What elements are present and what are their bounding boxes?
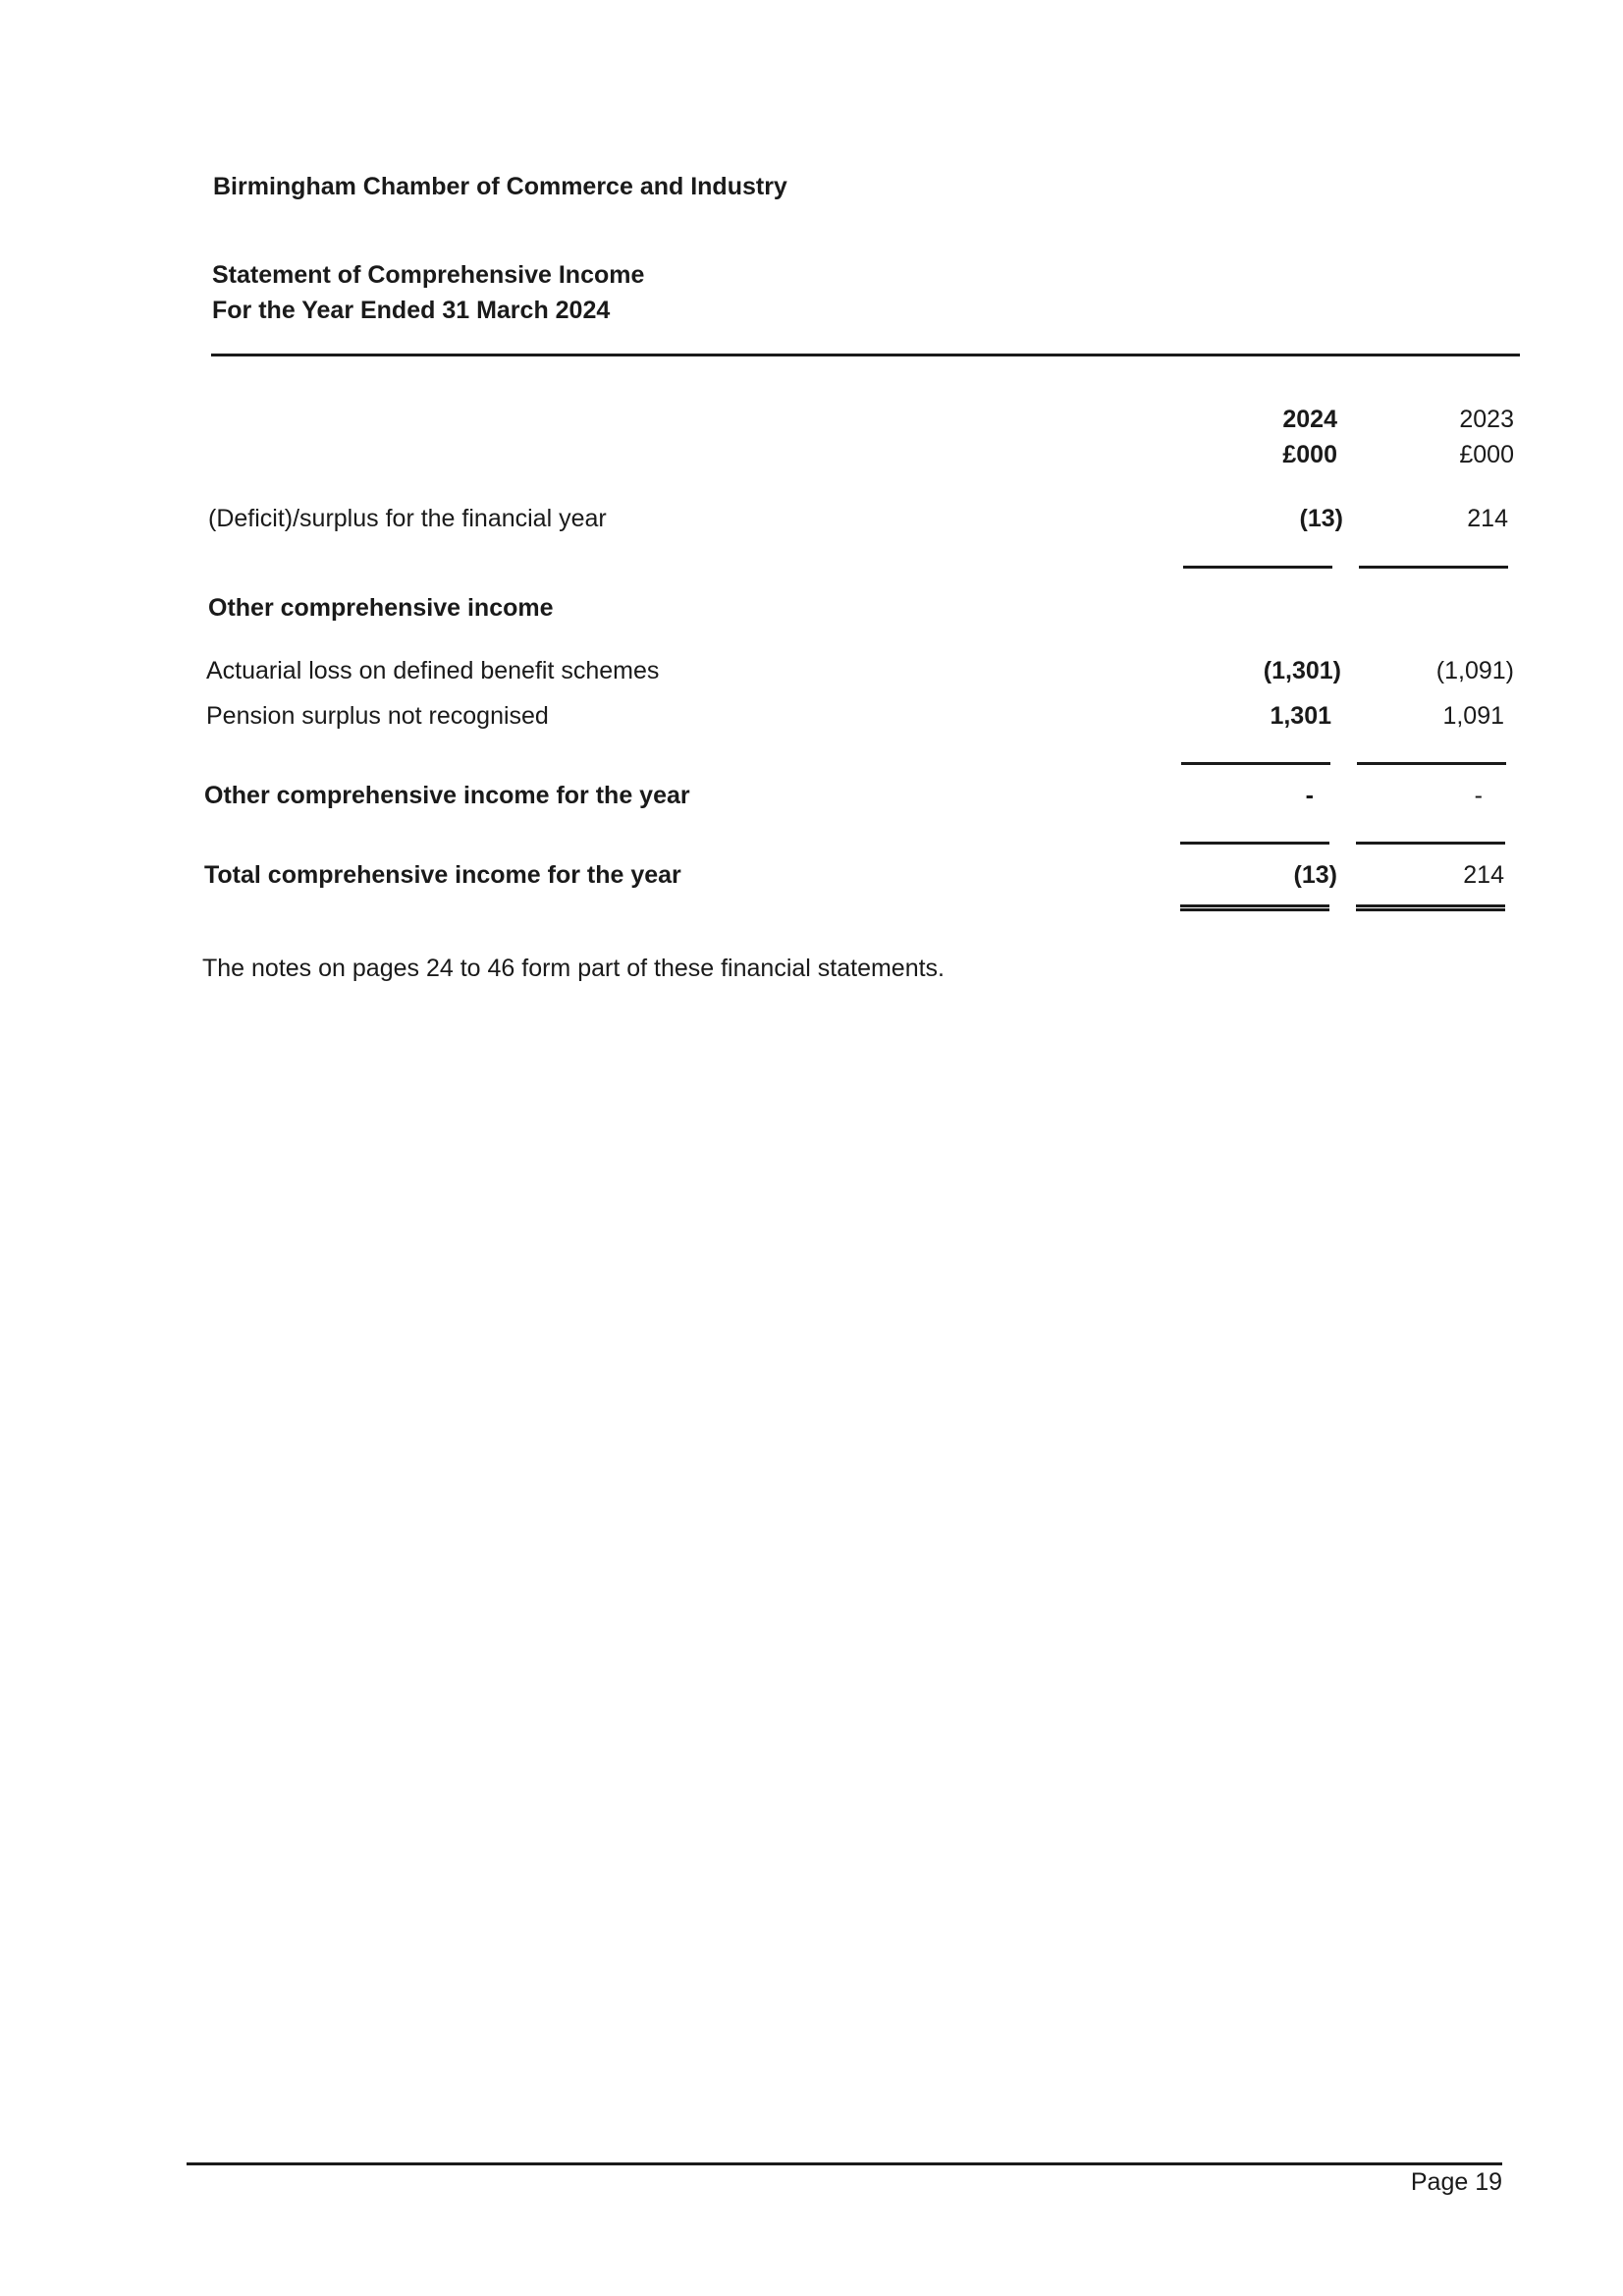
column-unit-prior: £000 xyxy=(1459,441,1514,468)
row-value-pension-surplus-prior: 1,091 xyxy=(1442,702,1504,730)
row-label-pension-surplus: Pension surplus not recognised xyxy=(206,702,549,730)
column-year-current: 2024 xyxy=(1282,406,1337,433)
row-value-total-ci-current: (13) xyxy=(1293,861,1337,889)
underline-current xyxy=(1181,762,1330,765)
row-value-actuarial-loss-prior: (1,091) xyxy=(1435,657,1514,684)
header-divider xyxy=(211,354,1520,356)
row-value-oci-for-year-prior: - xyxy=(1474,782,1483,809)
underline-prior xyxy=(1356,842,1505,845)
row-value-oci-for-year-current: - xyxy=(1305,782,1314,809)
row-label-total-ci: Total comprehensive income for the year xyxy=(204,861,681,889)
underline-current xyxy=(1180,842,1329,845)
underline-prior xyxy=(1357,762,1506,765)
row-value-pension-surplus-current: 1,301 xyxy=(1270,702,1331,730)
double-underline-current xyxy=(1180,904,1329,911)
column-year-prior: 2023 xyxy=(1459,406,1514,433)
section-heading-oci: Other comprehensive income xyxy=(208,594,554,622)
row-label-actuarial-loss: Actuarial loss on defined benefit schemes xyxy=(206,657,660,684)
row-value-total-ci-prior: 214 xyxy=(1463,861,1504,889)
company-name: Birmingham Chamber of Commerce and Industry xyxy=(213,173,787,200)
statement-period: For the Year Ended 31 March 2024 xyxy=(212,297,611,324)
double-underline-prior xyxy=(1356,904,1505,911)
notes-reference: The notes on pages 24 to 46 form part of these financial statements. xyxy=(202,955,946,982)
row-label-oci-for-year: Other comprehensive income for the year xyxy=(204,782,690,809)
underline-current xyxy=(1183,566,1332,569)
row-value-deficit-surplus-current: (13) xyxy=(1299,505,1343,532)
footer-divider xyxy=(187,2162,1502,2165)
underline-prior xyxy=(1359,566,1508,569)
column-unit-current: £000 xyxy=(1282,441,1337,468)
page-number: Page 19 xyxy=(1410,2168,1502,2196)
statement-title: Statement of Comprehensive Income xyxy=(212,261,645,289)
row-value-actuarial-loss-current: (1,301) xyxy=(1263,657,1341,684)
row-label-deficit-surplus: (Deficit)/surplus for the financial year xyxy=(208,505,607,532)
row-value-deficit-surplus-prior: 214 xyxy=(1467,505,1508,532)
